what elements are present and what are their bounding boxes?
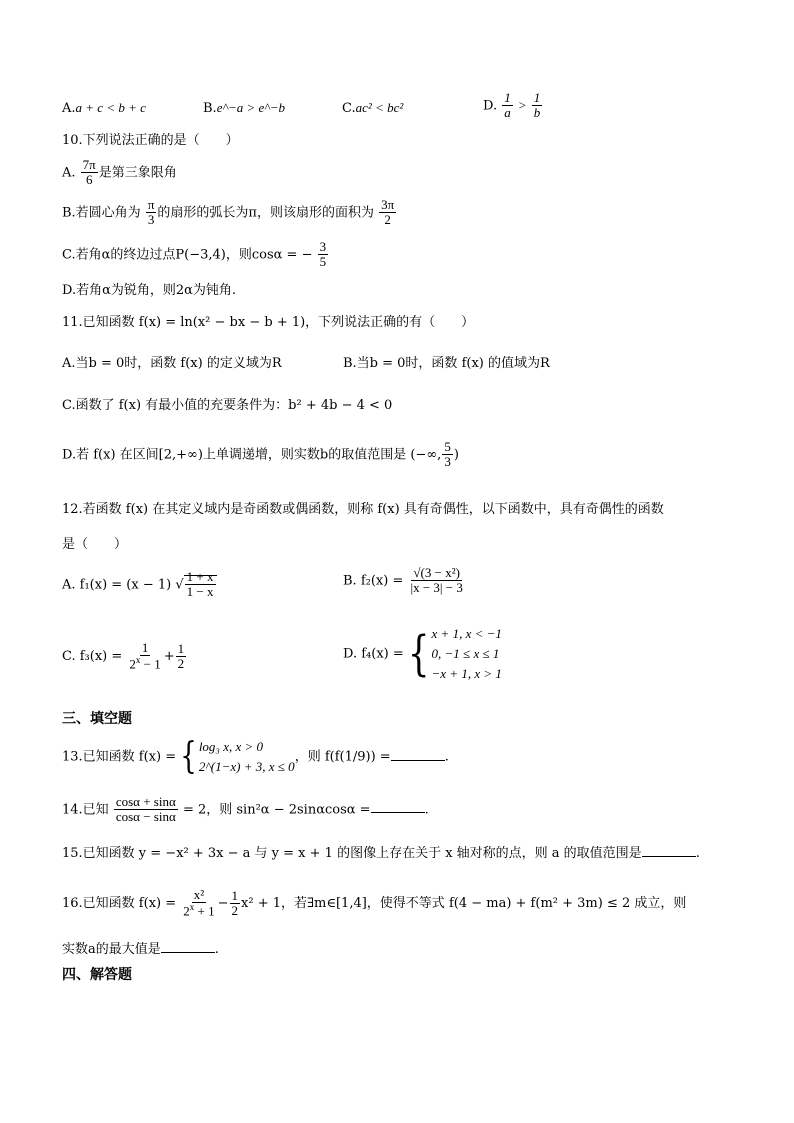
fraction-trig: [114, 795, 178, 825]
q13: [62, 737, 449, 777]
q9-option-d: D. $\frac{1}{a}$ > $\frac{1}{b}$: [483, 90, 541, 121]
q12-option-c: C. f₃(x) = $\frac{1}{2^x - 1}$ + $\frac{1}{2}$: [62, 640, 185, 672]
option-math: e^−a > e^−b: [216, 100, 286, 115]
q9-option-c: [342, 101, 403, 115]
sqrt-expression: √ $\frac{1 + x}{1 - x}$: [175, 575, 216, 592]
question-text: 16.已知函数 f(x) =: [62, 895, 177, 911]
fraction-1-over-2: $\frac{1}{2}$: [177, 640, 185, 671]
q11-stem: 11.已知函数 f(x) = ln(x² − bx − b + 1)，下列说法正确的有（ ）: [62, 315, 475, 330]
fraction-5-over-3: $\frac{5}{3}$: [444, 439, 451, 470]
q10-option-b: [62, 198, 397, 228]
q12-option-b: [343, 566, 466, 596]
question-text: .: [424, 802, 429, 818]
q10-stem: 10.下列说法正确的是（ ）: [62, 133, 239, 148]
option-math: B. f₂(x) =: [343, 573, 404, 589]
question-text: 15.已知函数 y = −x² + 3x − a 与 y = x + 1 的图像上存在关于 x 轴对称的点，则 a 的取值范围是: [62, 846, 642, 861]
piecewise-function: { x + 1, x < −1 0, −1 ≤ x ≤ 1 −x + 1, x > 1: [408, 624, 502, 684]
question-text: .: [444, 749, 449, 765]
q12-stem-line1: 12.若函数 f(x) 在其定义域内是奇函数或偶函数，则称 f(x) 具有奇偶性，以下函数中，具有奇偶性的函数: [62, 502, 664, 517]
q16: 16.已知函数 f(x) = $\frac{\text{x²}}{2^x + 1}$ − $\frac{1}{2}$ x² + 1，若∃m∈[1,4]，使得不等式 f(4 − ma) + f(m² + 3m) ≤ 2 成立，则: [62, 887, 687, 919]
fraction-denominator: cosα − sinα: [115, 809, 176, 825]
piecewise-case: 0, −1 ≤ x ≤ 1: [431, 646, 500, 662]
option-text: B.若圆心角为: [62, 205, 141, 221]
answer-blank[interactable]: [371, 811, 425, 813]
option-text: D.若 f(x) 在区间[2,+∞)上单调递增，则实数b的取值范围是: [62, 447, 407, 463]
question-text: x² + 1，若∃m∈[1,4]，使得不等式 f(4 − ma) + f(m² + 3m) ≤ 2 成立，则: [241, 895, 687, 911]
piecewise-case: −x + 1, x > 1: [431, 666, 502, 682]
option-math: ac² < bc²: [355, 100, 404, 115]
fraction-1-over-b: $\frac{1}{b}$: [533, 90, 541, 121]
piecewise-function: { log₃ x, x > 0 2^(1−x) + 3, x ≤ 0: [180, 736, 295, 779]
question-text: ，则 f(f(1/9)) =: [294, 749, 391, 765]
option-math: C. f₃(x) =: [62, 648, 123, 664]
q15: [62, 847, 700, 860]
q10-option-d: D.若角α为锐角，则2α为钝角.: [62, 283, 237, 298]
q9-option-a: [62, 101, 146, 115]
fraction-x2-over-2x-plus-1: $\frac{\text{x²}}{2^x + 1}$: [183, 887, 215, 919]
option-math: (−∞,: [410, 447, 442, 463]
question-text: .: [695, 846, 700, 861]
fraction-1-over-a: $\frac{1}{a}$: [504, 90, 511, 121]
fraction-1px-over-1mx: $\frac{1 + x}{1 - x}$: [186, 569, 214, 600]
option-text: C.若角α的终边过点P(−3,4)，则cosα = −: [62, 247, 313, 263]
q14: [62, 795, 429, 825]
question-text: 13.已知函数 f(x) =: [62, 749, 177, 765]
q11-option-d: D.若 f(x) 在区间[2,+∞)上单调递增，则实数b的取值范围是 (−∞, $\frac{5}{3}$ ): [62, 439, 459, 470]
fraction-pi-over-3: $\frac{\pi}{3}$: [147, 197, 155, 228]
piecewise-case: log₃ x, x > 0: [198, 739, 264, 754]
option-label: B.: [203, 101, 217, 116]
question-text: 14.已知: [62, 802, 109, 818]
piecewise-case: 2^(1−x) + 3, x ≤ 0: [198, 759, 295, 775]
question-text: = 2，则 sin²α − 2sinαcosα =: [182, 802, 371, 818]
fraction-sqrt-over-abs: $\frac{\text{√(3 − x²)}}{|x - 3| - 3}$: [410, 565, 463, 596]
answer-blank[interactable]: [642, 855, 696, 857]
question-text: 实数a的最大值是: [62, 942, 161, 957]
q11-option-c: C.函数了 f(x) 有最小值的充要条件为：b² + 4b − 4 < 0: [62, 398, 393, 413]
option-label: D.: [483, 98, 498, 114]
answer-blank[interactable]: [161, 951, 215, 953]
q11-option-a: A.当b = 0时，函数 f(x) 的定义域为R: [62, 356, 282, 371]
fraction-7pi-over-6: $\frac{7\pi}{6}$: [82, 157, 96, 188]
option-math: A. f₁(x) = (x − 1): [62, 577, 172, 593]
option-text: 是第三象限角: [98, 165, 177, 181]
fraction-3pi-over-2: $\frac{3\pi}{2}$: [381, 197, 395, 228]
option-label: A.: [62, 165, 76, 181]
option-text: 的扇形的弧长为π，则该扇形的面积为: [157, 205, 374, 221]
answer-blank[interactable]: [391, 759, 445, 761]
question-text: .: [214, 942, 219, 957]
fraction-1-over-2x-minus-1: $\frac{1}{2^x - 1}$: [129, 640, 161, 672]
q16-line2: [62, 943, 219, 956]
q12-option-d: [343, 624, 502, 684]
option-math: a + c < b + c: [75, 100, 146, 115]
q10-option-a: [62, 158, 177, 188]
fraction-1-over-2: $\frac{1}{2}$: [231, 887, 239, 918]
option-label: C.: [342, 101, 356, 116]
q12-stem-line2: 是（ ）: [62, 537, 128, 552]
section-heading-answer: 四、解答题: [62, 967, 132, 983]
piecewise-case: x + 1, x < −1: [431, 626, 502, 641]
option-math: D. f₄(x) =: [343, 646, 404, 662]
fraction-3-over-5: $\frac{3}{5}$: [319, 239, 327, 270]
q11-option-b: B.当b = 0时，函数 f(x) 的值域为R: [343, 356, 550, 371]
fraction-numerator: cosα + sinα: [115, 794, 176, 809]
section-heading-fill-in: 三、填空题: [62, 711, 132, 727]
q12-option-a: [62, 570, 217, 600]
q9-option-b: [203, 101, 285, 115]
option-label: A.: [62, 101, 76, 116]
q10-option-c: [62, 240, 329, 270]
